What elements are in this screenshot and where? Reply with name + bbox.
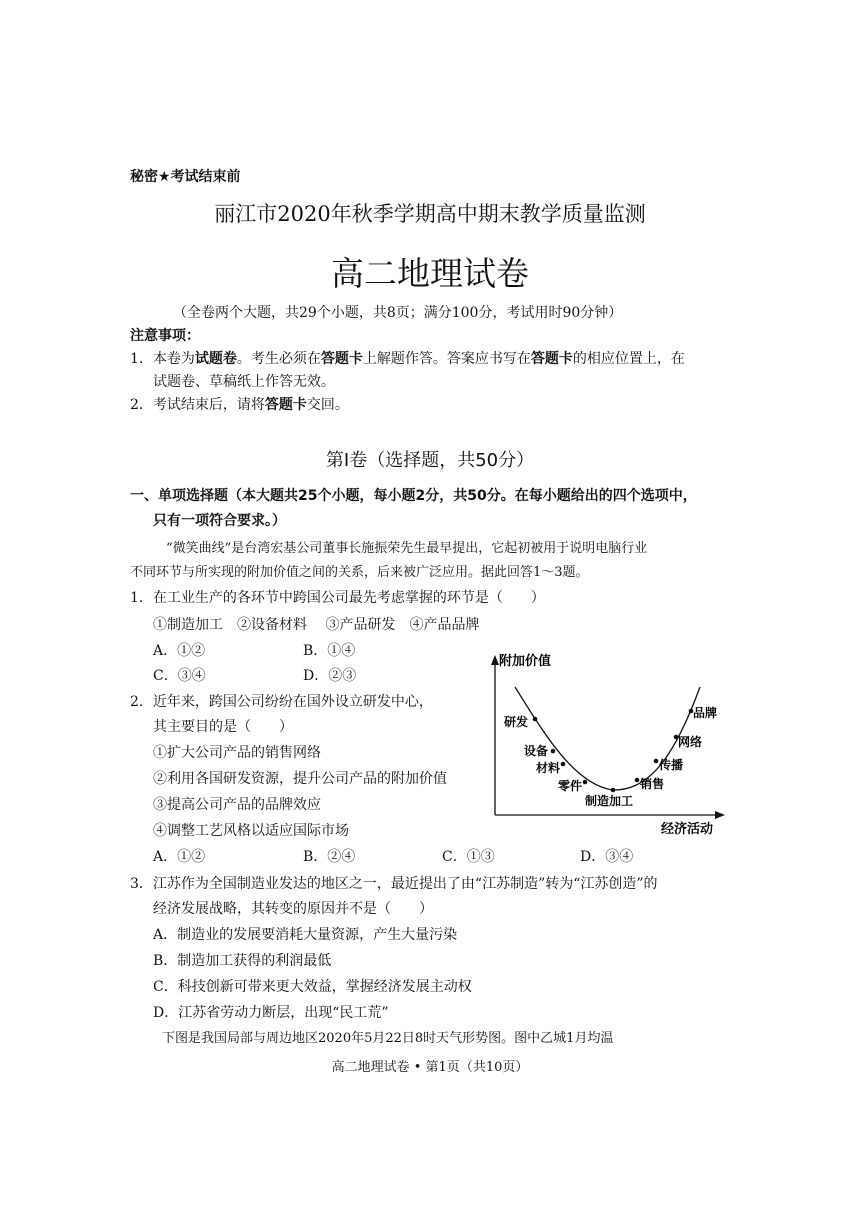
section-title: 第Ⅰ卷（选择题，共50分） [325, 450, 535, 471]
note-1-bold: 答题卡 [320, 351, 363, 367]
question-2-item-2: ②利用各国研发资源，提升公司产品的附加价值 [153, 771, 447, 787]
question-2-stem-line2: 其主要目的是（ ） [153, 719, 293, 735]
next-intro-line: 下图是我国局部与周边地区2020年5月22日8时天气形势图。图中乙城1月均温 [162, 1031, 614, 1046]
y-axis-label: 附加价值 [499, 654, 552, 669]
note-2 [130, 394, 349, 414]
note-1-text: 。考生必须在 [236, 351, 321, 367]
question-2-option-a: A．①② [153, 849, 206, 865]
point-research [533, 717, 538, 722]
point-parts [583, 780, 588, 785]
exam-title: 丽江市2020年秋季学期高中期末教学质量监测 [214, 202, 646, 226]
note-1-text: 上解题作答。答案应书写在 [362, 351, 531, 367]
note-1-bold: 试题卷 [194, 351, 237, 367]
question-2-item-1: ①扩大公司产品的销售网络 [153, 745, 321, 761]
point-materials [561, 762, 566, 767]
part-instructions-line2: 只有一项符合要求。） [153, 513, 286, 529]
question-1-option-c: C．③④ [153, 668, 206, 684]
question-2-option-d: D．③④ [580, 849, 634, 865]
smile-curve-figure [485, 645, 730, 845]
label-materials: 材料 [536, 761, 561, 775]
point-sales [635, 778, 640, 783]
y-axis-arrow [491, 655, 499, 665]
question-2-item-4: ④调整工艺风格以适应国际市场 [153, 823, 349, 839]
exam-info: （全卷两个大题，共29个小题，共8页；满分100分，考试用时90分钟） [173, 305, 623, 321]
question-2-item-3: ③提高公司产品的品牌效应 [153, 797, 321, 813]
note-1-text: 的相应位置上，在 [572, 351, 685, 367]
note-1-text: 1．本卷为 [130, 351, 195, 367]
question-2-option-b: B．②④ [303, 849, 356, 865]
x-axis-arrow [715, 811, 725, 819]
label-brand: 品牌 [693, 706, 718, 720]
question-3-option-b: B．制造加工获得的利润最低 [153, 953, 332, 969]
point-manufacturing [611, 788, 616, 793]
question-1-option-d: D．②③ [303, 668, 357, 684]
part-instructions: 一、单项选择题（本大题共25个小题，每小题2分，共50分。在每小题给出的四个选项中， [130, 488, 697, 504]
label-sales: 销售 [640, 777, 665, 791]
question-3-option-d: D．江苏省劳动力断层，出现“民工荒” [153, 1005, 389, 1021]
note-1-bold: 答题卡 [530, 351, 573, 367]
question-3-option-a: A．制造业的发展要消耗大量资源，产生大量污染 [153, 927, 458, 943]
question-1-option-a: A．①② [153, 643, 206, 659]
question-3-stem-line2: 经济发展战略，其转变的原因并不是（ ） [153, 901, 433, 917]
note-2-text: 2．考试结束后，请将 [130, 397, 265, 413]
label-equipment: 设备 [524, 744, 549, 758]
point-equipment [551, 749, 556, 754]
question-2-option-c: C．①③ [442, 849, 495, 865]
question-3-stem: 3．江苏作为全国制造业发达的地区之一，最近提出了由“江苏制造”转为“江苏创造”的 [130, 876, 658, 892]
note-1-line2: 试题卷、草稿纸上作答无效。 [153, 374, 335, 390]
note-2-bold: 答题卡 [264, 397, 307, 413]
label-parts: 零件 [558, 779, 583, 793]
question-1-option-b: B．①④ [303, 643, 356, 659]
page-footer: 高二地理试卷 • 第1页（共10页） [331, 1060, 529, 1075]
intro-line2: 不同环节与所实现的附加价值之间的关系，后来被广泛应用。据此回答1～3题。 [130, 565, 589, 580]
notes-heading: 注意事项： [130, 328, 200, 344]
question-3-option-c: C．科技创新可带来更大效益，掌握经济发展主动权 [153, 979, 472, 995]
label-manufacturing: 制造加工 [585, 794, 634, 808]
intro-line1: “微笑曲线”是台湾宏基公司董事长施振荣先生最早提出，它起初被用于说明电脑行业 [166, 541, 648, 556]
question-1-items: ①制造加工 ②设备材料 ③产品研发 ④产品品牌 [153, 617, 480, 633]
label-research: 研发 [504, 715, 529, 729]
note-1 [130, 348, 685, 368]
x-axis-label: 经济活动 [661, 822, 714, 837]
question-1-stem: 1．在工业生产的各环节中跨国公司最先考虑掌握的环节是（ ） [130, 590, 545, 606]
label-network: 网络 [678, 735, 703, 749]
note-2-text: 交回。 [306, 397, 349, 413]
label-promotion: 传播 [659, 758, 684, 772]
confidential-mark: 秘密★考试结束前 [130, 169, 241, 185]
question-2-stem: 2．近年来，跨国公司纷纷在国外设立研发中心， [130, 694, 433, 710]
subject-title: 高二地理试卷 [331, 254, 529, 293]
point-promotion [654, 759, 659, 764]
